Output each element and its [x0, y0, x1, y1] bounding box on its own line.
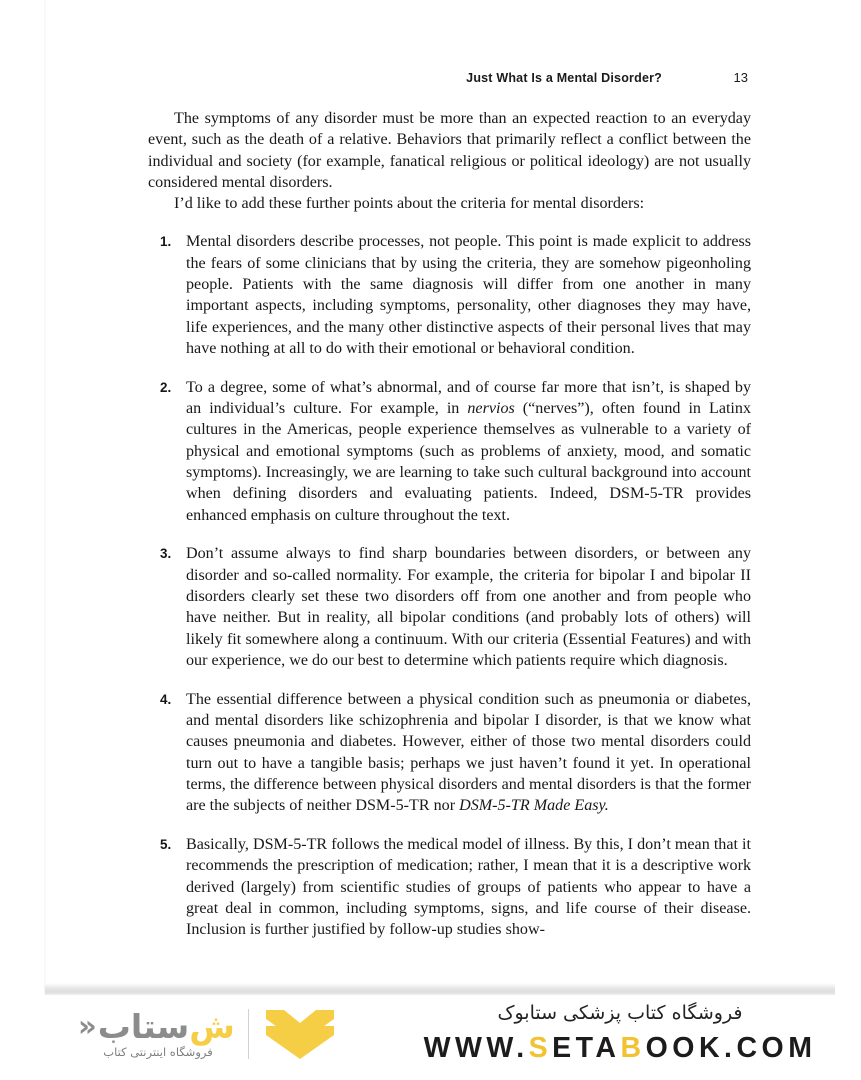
list-item-text: Mental disorders describe processes, not people. This point is made explicit to address the fears of some clinicians that by using the criteria, they are somehow pigeonholing people. Patients with the same diagnosis will differ from one another in many important aspects, including symptoms, personality, other diagnoses they may have, life experiences, and the many other distinctive aspects of their personal lives that may have nothing at all to do with their emotional or behavioral condition. [186, 233, 751, 357]
list-item [148, 231, 751, 359]
list-item-number: 4. [160, 691, 172, 707]
list-item [148, 377, 751, 526]
text-column [148, 108, 751, 958]
list-item-number: 1. [160, 234, 172, 250]
double-chevron-left-icon: « [78, 1008, 97, 1043]
site-url-part: ETA [552, 1031, 621, 1064]
list-item [148, 834, 751, 940]
chevron-emblem-icon [262, 1007, 338, 1065]
list-item [148, 543, 751, 671]
site-url-highlight-b: B [620, 1031, 646, 1064]
paragraph-opening: The symptoms of any disorder must be more than an expected reaction to an everyday event, such as the death of a relative. Behaviors that primarily reflect a conflict between the individual and society (for example, fanatical religious or political ideology) are not usually considered mental disorders. [148, 110, 751, 191]
list-item [148, 689, 751, 817]
logo-tagline: فروشگاه اینترنتی کتاب [103, 1045, 213, 1059]
list-item-number: 5. [160, 836, 172, 852]
list-item-text-segment: To a degree, some of what’s abnormal, and of course far more that isn’t, is shaped by an individual’s culture. For example, in [186, 378, 751, 418]
scan-left-edge [44, 0, 47, 995]
site-url [420, 1032, 820, 1065]
list-item-number: 3. [160, 546, 172, 562]
list-item-text [186, 689, 751, 817]
criteria-list [148, 231, 751, 940]
brand-divider [248, 1009, 249, 1059]
list-item-text-segment: The essential difference between a physical condition such as pneumonia or diabetes, and mental disorders like schizophrenia and bipolar I disorder, is that we know what causes pneumonia and diabetes. However, either of those two mental disorders could turn out to have a tangible basis; perhaps we just haven’t found it yet. In operational terms, the difference between physical disorders and mental disorders is that the former are the subjects of neither DSM-5-TR nor [186, 690, 751, 815]
page-number: 13 [733, 70, 748, 85]
logo-wordmark-yellow: ش [189, 1006, 235, 1046]
running-head-title: Just What Is a Mental Disorder? [466, 71, 662, 85]
list-item-italic-title: DSM-5-TR Made Easy. [459, 797, 609, 815]
site-url-highlight-s: S [528, 1031, 553, 1064]
paragraph-lead-in: I’d like to add these further points about the criteria for mental disorders: [174, 195, 645, 213]
list-item-text: Don’t assume always to find sharp boundaries between disorders, or between any disorder and so-called normality. For example, the criteria for bipolar I and bipolar II disorders clearly set these two disorders off from one another and from people who have neither. But in reality, all bipolar conditions (and probably lots of others) will likely fit somewhere along a continuum. With our criteria (Essential Features) and with our experience, we do our best to determine which patients require which diagnosis. [186, 545, 751, 669]
running-head [148, 70, 748, 90]
logo-wordmark [78, 1005, 238, 1047]
brand-right-block [420, 1001, 820, 1075]
setabook-logo [78, 1003, 238, 1069]
footer-branding-band [0, 995, 861, 1080]
list-item-italic-term: nervios [467, 400, 515, 418]
list-item-text-segment: (“nerves”), often found in Latinx cultures in the Americas, people experience themselves as vulnerable to a variety of physical and emotional symptoms (such as problems of anxiety, mood, and somatic symptoms). Increasingly, we are learning to take such cultural background into account when defining disorders and evaluating patients. Indeed, DSM-5-TR provides enhanced emphasis on culture throughout the text. [186, 400, 751, 524]
shop-name-persian: فروشگاه کتاب پزشکی ستابوک [497, 1002, 743, 1024]
site-url-part: WWW. [423, 1031, 529, 1064]
list-item-text: Basically, DSM-5-TR follows the medical model of illness. By this, I don’t mean that it recommends the prescription of medication; rather, I mean that it is a descriptive work derived (largely) from scientific studies of groups of patients who appear to have a great deal in common, including symptoms, signs, and life course of their disease. Inclusion is further justified by follow-up studies show- [186, 835, 751, 939]
scan-bottom-edge [45, 983, 835, 995]
list-item-text [186, 377, 751, 526]
site-url-part: OOK.COM [645, 1031, 817, 1064]
logo-wordmark-gray: ستاب [97, 1006, 190, 1046]
list-item-number: 2. [160, 379, 172, 395]
